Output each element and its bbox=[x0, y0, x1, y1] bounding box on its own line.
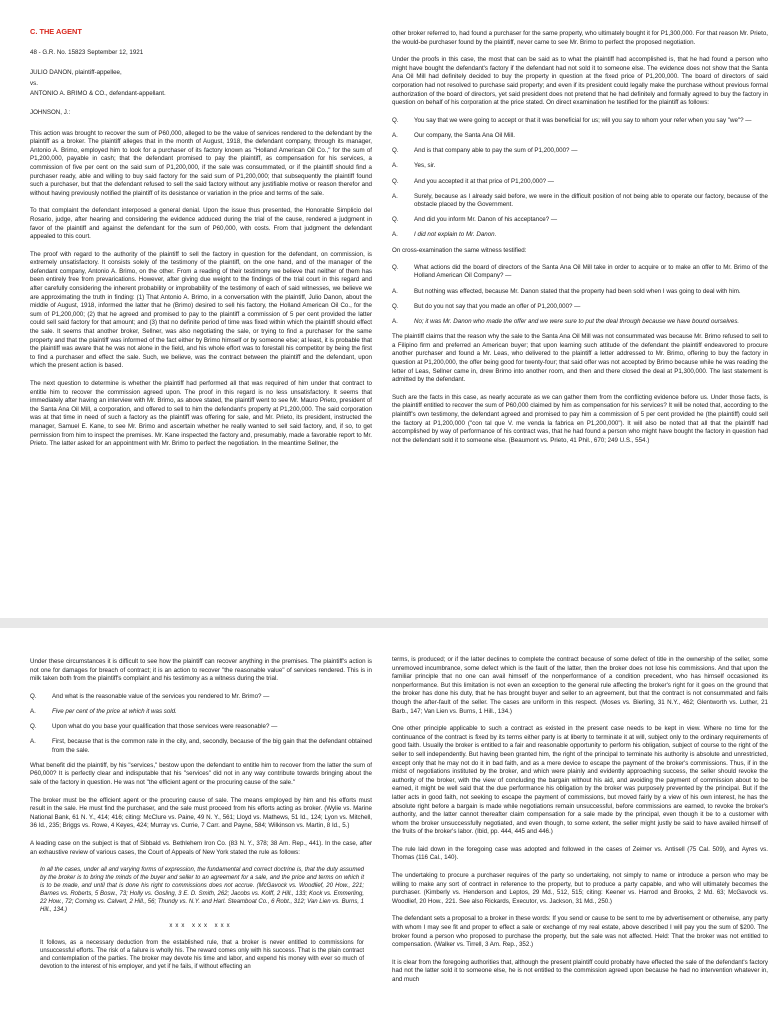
quoted-rule: It follows, as a necessary deduction from the established rule, that a broker is never entitled to commissions for unsuccessful efforts. The risk of a failure is wholly his. The reward comes only with his success. That is the plain contract and contemplation of the parties. The broker may devote his time and labor, and expend his money with ever so much of devotion to the interest of his employer, and yet if he fails, if without effecting an bbox=[40, 940, 364, 971]
speaker-label: A. bbox=[392, 317, 398, 325]
cross-exam-intro: On cross-examination the same witness testified: bbox=[392, 246, 527, 254]
speaker-label: Q. bbox=[30, 723, 37, 731]
qa-line bbox=[392, 132, 768, 140]
omission-marker: xxx xxx xxx bbox=[169, 923, 233, 930]
speaker-label: A. bbox=[392, 162, 398, 170]
speaker-label: Q. bbox=[392, 177, 399, 185]
qa-line bbox=[392, 117, 768, 125]
qa-line bbox=[30, 738, 372, 754]
quoted-rule: In all the cases, under all and varying forms of expression, the fundamental and correct doctrine is, that the duty assumed by the broker is to bring the minds of the buyer and seller to an agreement for a sale, and the price and terms on which it is to be made, and until that is done his right to commissions does not accrue. (McGavock vs. Woodlief, 20 How., 221; Barnes vs. Roberts, 5 Bosw., 73; Holly vs. Gosling, 3 E. D. Smith, 262; Jacobs vs. Kolff, 2 Hill., 133; Kock vs. Emmerling, 22 How., 72; Corning vs. Calvert, 2 Hill., 56; Thundy vs. N.Y. and Harl. Steamboat Co., 6 Robt., 312; Van Lien vs. Burns, 1 Hill., 134.) bbox=[40, 867, 364, 914]
section-heading: C. THE AGENT bbox=[30, 28, 82, 36]
qa-text: But do you not say that you made an offer of P1,200,000? — bbox=[414, 302, 581, 310]
qa-line bbox=[30, 723, 372, 731]
speaker-label: Q. bbox=[30, 692, 37, 700]
paragraph: terms, is produced; or if the latter declines to complete the contract because of some defect of title in the ownership of the seller, some unremoved incumbrance, some defect which is the fault of the latter, then the broker does not lose his commissions. And that upon the familiar principle that no one can avail himself of the nonperformance of a condition precedent, who has himself occasioned its nonperformance. But this limitation is not even an exception to the general rule affecting the broker's right for it goes on the ground that the broker has done his duty, that he has brought buyer and seller to an agreement, but that the contract is not consummated and fails though the after-fault of the seller. The cases are uniform in this respect. (Moses vs. Bierling, 31 N.Y., 462; Glentworth vs. Luther, 21 Barb., 147; Van Lien vs. Burns, 1 Hill., 134.) bbox=[392, 656, 768, 715]
speaker-label: Q. bbox=[392, 147, 399, 155]
qa-text: Our company, the Santa Ana Oil Mill. bbox=[414, 131, 515, 139]
qa-text: And what is the reasonable value of the services you rendered to Mr. Brimo? — bbox=[52, 692, 270, 700]
qa-line bbox=[392, 318, 768, 326]
block-quote bbox=[40, 866, 364, 914]
qa-text: But nothing was effected, because Mr. Danon stated that the property had been sold when I was going to deal with him. bbox=[414, 287, 741, 295]
qa-text: Upon what do you base your qualification that those services were reasonable? — bbox=[52, 723, 278, 731]
paragraph: It is clear from the foregoing authorities that, although the present plaintiff could probably have effected the sale of the defendant's factory had not the latter sold it to someone else, he is not entitled to the commission agreed upon because he had no intervention whatever in, and much bbox=[392, 958, 768, 983]
paragraph: other broker referred to, had found a purchaser for the same property, who ultimately bought it for P1,300,000. For that reason Mr. Prieto, the would-be purchaser found by the plaintiff, never came to see Mr. Brimo to perfect the proposed negotiation. bbox=[392, 30, 768, 46]
qa-text: You say that we were going to accept or that it was beneficial for us; will you say to whom your refer when you say "we"? — bbox=[414, 116, 752, 124]
paragraph: The broker must be the efficient agent or the procuring cause of sale. The means employed by him and his efforts must result in the sale. He must find the purchaser, and the sale must proceed from his efforts acting as broker. (Wylie vs. Marine National Bank, 61 N. Y., 414; 416; citing: McClure vs. Paine, 49 N. Y., 561; Lloyd vs. Mathews, 51 Id., 124; Lyon vs. Mitchell, 36 Id., 235; Briggs vs. Rowe, 4 Keyes, 424; Murray vs. Currie, 7 Carr. and Payne, 584; Wilkinson vs. Martin, 8 Id., 5.) bbox=[30, 796, 372, 830]
qa-text: And you accepted it at that price of P1,200,000? — bbox=[414, 177, 554, 185]
plaintiff-line: JULIO DANON, plaintiff-appellee, bbox=[30, 69, 122, 77]
qa-line bbox=[30, 708, 372, 716]
qa-line bbox=[392, 303, 768, 311]
speaker-label: A. bbox=[392, 131, 398, 139]
case-number: 48 - G.R. No. 15823 September 12, 1921 bbox=[30, 48, 144, 56]
testimony-direct bbox=[392, 117, 768, 240]
paragraph: This action was brought to recover the sum of P60,000, alleged to be the value of services rendered to the defendant by the plaintiff as a broker. The plaintiff alleges that in the month of August, 1918, the defendant company, through its manager, Antonio A. Brimo, employed him to look for a purchaser of its factory known as "Holland American Oil Co.," for the sum of P1,200,000, payable in cash; that the defendant promised to pay the plaintiff, as compensation for his services, a commission of five per cent on the said sum of P1,200,000, if the sale was consummated, or if the plaintiff should find a purchaser ready, able and willing to buy said factory for the said sum of P1,200,000; that subsequently the plaintiff found such a purchaser, but that the defendant refused to sell the said factory without any justifiable motive or reason therefor and without having previously notified the plaintiff of its desistance or variation in the price and terms of the sale. bbox=[30, 129, 372, 197]
testimony-cross bbox=[392, 264, 768, 326]
versus-line: vs. bbox=[30, 79, 38, 87]
qa-text: Five per cent of the price at which it was sold. bbox=[52, 707, 177, 715]
qa-line bbox=[392, 216, 768, 224]
paragraph: The proof with regard to the authority of the plaintiff to sell the factory in question for the defendant, on commission, is extremely unsatisfactory. It consists solely of the testimony of the plaintiff, on the one hand, and of the manager of the defendant company, Antonio A. Brimo, on the other. From a reading of their testimony we believe that neither of them has been entirely free from prevarications. However, after giving due weight to the findings of the trial court in this regard and after carefully considering the inherent probability or improbability of the testimony of each of said witnesses, we believe we are approximating the truth in finding: (1) That Antonio A. Brimo, in a conversation with the plaintiff, Julio Danon, about the middle of August, 1918, informed the latter that he (Brimo) desired to sell his factory, the Holland American Oil Co., for the sum of P1,200,000; (2) that he agreed and promised to pay to the plaintiff a commission of 5 per cent provided the latter could sell said factory for that amount; and (3) that no definite period of time was fixed within which the plaintiff should effect the sale. It seems that another broker, Sellner, was also negotiating the sale, or trying to find a purchaser for the same property and that the plaintiff was informed of the fact either by Brimo himself or by someone else; at least, it is probable that the plaintiff was aware that he was not alone in the field, and his whole effort was to forestall his competitor by being the first to find a purchaser and effect the sale. Such, we believe, was the contract between the plaintiff and the defendant, upon which the present action is based. bbox=[30, 250, 372, 370]
paragraph: The defendant sets a proposal to a broker in these words: If you send or cause to be sent to me by advertisement or otherwise, any party with whom I may see fit and proper to effect a sale or exchange of my real estate, above described I will pay you the sum of $200. The broker found a person who proposed to purchase the property, but the sale was not affected. Held: That the broker was not entitled to compensation. (Walker vs. Tirrell, 3 Am. Rep., 352.) bbox=[392, 915, 768, 949]
qa-line bbox=[392, 193, 768, 209]
speaker-label: A. bbox=[392, 287, 398, 295]
top-left-column bbox=[30, 28, 372, 618]
judge-name: JOHNSON, J.: bbox=[30, 108, 71, 116]
speaker-label: Q. bbox=[392, 264, 399, 272]
qa-line bbox=[392, 178, 768, 186]
speaker-label: Q. bbox=[392, 116, 399, 124]
qa-line bbox=[30, 693, 372, 701]
qa-line bbox=[392, 147, 768, 155]
qa-line bbox=[392, 264, 768, 280]
block-quote bbox=[40, 939, 364, 971]
case-caption bbox=[30, 49, 372, 99]
top-right-column bbox=[392, 30, 768, 618]
qa-text: Surely, because as I already said before, we were in the difficult position of not being able to operate our factory, because of the obstacle placed by the Government. bbox=[414, 192, 768, 208]
qa-text: Yes, sir. bbox=[414, 162, 436, 170]
qa-line bbox=[392, 231, 768, 239]
speaker-label: A. bbox=[30, 707, 36, 715]
bottom-right-column bbox=[392, 656, 768, 1022]
paragraph: One other principle applicable to such a contract as existed in the present case needs to be kept in view. Where no time for the continuance of the contract is fixed by its terms either party is at liberty to terminate it at will, subject only to the ordinary requirements of good faith. Usually the broker is entitled to a fair and reasonable opportunity to perform his obligation, subject of course to the right of the seller to sell independently. But having been granted him, the right of the principal to terminate his authority is absolute and unrestricted, except only that he may not do it in bad faith, and as a mere device to escape the payment of the broker's commissions. Thus, if in the midst of negotiations instituted by the broker, and which were plainly and evidently approaching success, the seller should revoke the authority of the broker, with the view of concluding the bargain without his aid, and avoiding the payment of commission about to be earned, it might be well said that the due performance his obligation by the broker was purposely prevented by the principal. But if the latter acts in good faith, not seeking to escape the payment of commissions, but moved fairly by a view of his own interest, he has the absolute right before a bargain is made while negotiations remain unsuccessful, before commissions are earned, to revoke the broker's authority, and the latter cannot thereafter claim compensation for a sale made by the principal, even though it be to a customer with whom the broker unsuccessfully negotiated, and even though, to some extent, the seller might justly be said to have availed himself of the fruits of the broker's labor. (Ibid, pp. 444, 445 and 446.) bbox=[392, 725, 768, 836]
paragraph: A leading case on the subject is that of Sibbald vs. Bethlehem Iron Co. (83 N. Y., 378; 38 Am. Rep., 441). In the case, after an exhaustive review of various cases, the Court of Appeals of New York stated the rule as follows: bbox=[30, 839, 372, 856]
paragraph: What benefit did the plaintiff, by his "services," bestow upon the defendant to entitle him to recover from the latter the sum of P60,000? It is perfectly clear and indisputable that his "services" did not in any way contribute towards bringing about the sale of the factory in question. He was not "the efficient agent or the procuring cause of the sale." bbox=[30, 761, 372, 786]
paragraph: Under the proofs in this case, the most that can be said as to what the plaintiff had accomplished is, that he had found a person who might have bought the defendant's factory if the defendant had not sold it to someone else. The evidence does not show that the Santa Ana Oil Mill had definitely decided to buy the property in question at the fixed price of P1,200,000. The board of directors of said corporation had not resolved to purchase said property; and even if its president could legally make the purchase without previous formal authorization of the board of directors, yet said president does not pretend that he had definitely and formally agreed to buy the factory in question on behalf of his corporation at the price stated. On direct examination he testified for the plaintiff as follows: bbox=[392, 56, 768, 107]
page-divider bbox=[0, 618, 768, 628]
bottom-page bbox=[0, 628, 768, 1024]
speaker-label: Q. bbox=[392, 302, 399, 310]
paragraph: The undertaking to procure a purchaser requires of the party so undertaking, not simply to name or introduce a person who may be willing to make any sort of contract in reference to the property, but to produce a party capable, and who will ultimately becomes the purchaser. (Kimberly vs. Henderson and Leptos, 29 Md., 512, 515; citing: Keener vs. Harrod and Brooks, 2 Md. 63; McGavock vs. Woodlief, 20 How., 221. See also Rickards, Executor, vs. Jackson, 31 Md., 250.) bbox=[392, 872, 768, 905]
qa-text: And did you inform Mr. Danon of his acceptance? — bbox=[414, 216, 558, 224]
speaker-label: A. bbox=[392, 192, 398, 200]
paragraph: To that complaint the defendant interposed a general denial. Upon the issue thus presented, the Honorable Simplicio del Rosario, judge, after hearing and considering the evidence adduced during the trial of the cause, rendered a judgment in favor of the plaintiff and against the defendant for the sum of P60,000, with costs. From that judgment the defendant appealed to this court. bbox=[30, 207, 372, 241]
qa-text: And is that company able to pay the sum of P1,200,000? — bbox=[414, 147, 578, 155]
paragraph: Such are the facts in this case, as nearly accurate as we can gather them from the conflicting evidence before us. Under those facts, is the plaintiff entitled to recover the sum of P60,000 claimed by him as compensation for his services? It will be noted that, according to the plaintiff's own testimony, the defendant agreed and promised to pay him a commission of 5 per cent provided he (the plaintiff) could sell the factory at P1,200,000 ("con tal que V. me venda la fabrica en P1,200,000"). It will also be noted that all that the plaintiff had accomplished by way of performance of his contract was, that he had found a person who might have bought the factory in question had not the defendant sold it to someone else. (Beaumont vs. Prieto, 41 Phil., 670; 249 U.S., 554.) bbox=[392, 393, 768, 444]
paragraph: The next question to determine is whether the plaintiff had performed all that was required of him under that contract to entitle him to recover the commission agreed upon. The proof in this regard is no less unsatisfactory. It seems that immediately after having an interview with Mr. Brimo, as above stated, the plaintiff went to see Mr. Mauro Prieto, president of the Santa Ana Oil Mill, a corporation, and offered to sell to him the defendant's property at P1,200,000. The said corporation was at that time in need of such a factory as the plaintiff was offering for sale, and Mr. Prieto, its president, instructed the manager, Samuel E. Kane, to see Mr. Brimo and ascertain whether he really wanted to sell said factory, and, if so, to get permission from him to inspect the premises. Mr. Kane inspected the factory and, presumably, made a favorable report to Mr. Prieto. The latter asked for an appointment with Mr. Brimo to perfect the negotiation. In the meantime Sellner, the bbox=[30, 380, 372, 448]
speaker-label: Q. bbox=[392, 216, 399, 224]
qa-text: No; it was Mr. Danon who made the offer and we were sure to put the deal through because we have bound ourselves. bbox=[414, 317, 740, 325]
qa-line bbox=[392, 288, 768, 296]
paragraph: The rule laid down in the foregoing case was adopted and followed in the cases of Zeimer vs. Antisell (75 Cal. 509), and Ayres vs. Thomas (116 Cal., 140). bbox=[392, 845, 768, 862]
qa-text: What actions did the board of directors of the Santa Ana Oil Mill take in order to acquire or to make an offer to Mr. Brimo of the Holland American Oil Company? — bbox=[414, 264, 768, 280]
bottom-left-column bbox=[30, 658, 372, 1024]
qa-text: First, because that is the common rate in the city, and, secondly, because of the big gain that the defendant obtained from the sale. bbox=[52, 738, 372, 754]
qa-line bbox=[392, 162, 768, 170]
speaker-label: A. bbox=[392, 231, 398, 239]
speaker-label: A. bbox=[30, 738, 36, 746]
paragraph: The plaintiff claims that the reason why the sale to the Santa Ana Oil Mill was not consummated was because Mr. Brimo refused to sell to a Filipino firm and preferred an American buyer; that upon learning such attitude of the defendant the plaintiff endeavored to procure another purchaser and found a Mr. Leas, who delivered to the plaintiff a letter addressed to Mr. Brimo, offering to buy the factory in question at P1,200,000, the offer being good for twenty-four; that said offer was not accepted by Brimo because while he was reading the letter of Leas, Sellner came in, drew Brimo into another room, and then and there closed the deal at P1,300,000. The last statement is admitted by the defendant. bbox=[392, 333, 768, 384]
paragraph: Under these circumstances it is difficult to see how the plaintiff can recover anything in the premises. The plaintiff's action is not one for damages for breach of contract; it is an action to recover "the reasonable value" of services rendered. This is in milk taken both from the plaintiff's complaint and his testimony as a witness during the trial. bbox=[30, 658, 372, 683]
qa-text: I did not explain to Mr. Danon. bbox=[414, 231, 497, 239]
defendant-line: ANTONIO A. BRIMO & CO., defendant-appellant. bbox=[30, 90, 166, 98]
testimony-value bbox=[30, 693, 372, 755]
